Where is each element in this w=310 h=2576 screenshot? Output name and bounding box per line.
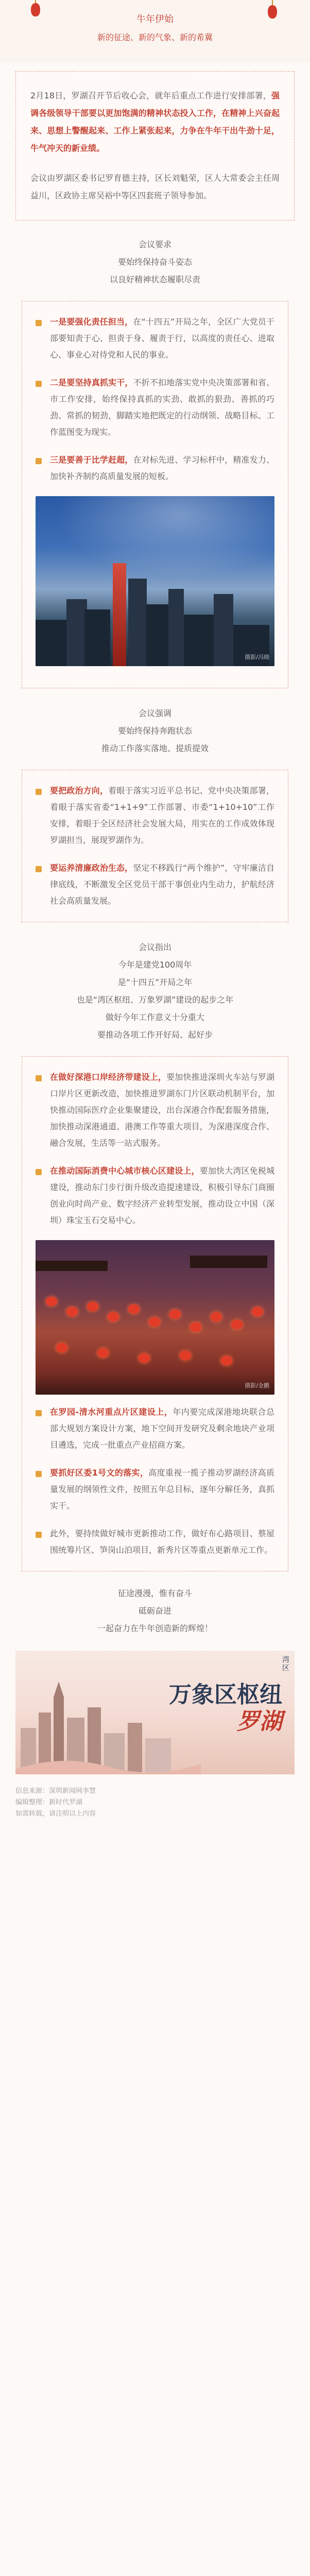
section2-card (22, 770, 288, 922)
section1-item-text (50, 314, 274, 363)
banner-title (169, 1682, 282, 1735)
header-subtitle: 新的征途、新的气象、新的希冀 (97, 32, 213, 42)
lantern-icon (66, 1307, 78, 1316)
sky-glow (36, 496, 274, 590)
lantern-icon (180, 1351, 191, 1360)
building (184, 615, 215, 666)
section3-heading-line5: 做好今年工作意义十分重大 (105, 1012, 204, 1022)
bullet-icon (36, 1471, 42, 1477)
roof (36, 1261, 108, 1271)
intro-paragraph-1 (30, 87, 280, 157)
section3-item-text (50, 1465, 274, 1514)
section1-heading-line3: 以良好精神状态履职尽责 (109, 275, 200, 284)
lantern-icon (56, 1343, 67, 1352)
bullet-icon (36, 1410, 42, 1416)
section3-item-text (50, 1163, 274, 1229)
section3-heading-line2: 今年是建党100周年 (118, 960, 192, 970)
section2-heading-line1: 会议强调 (138, 708, 171, 718)
header-title: 牛年伊始 (136, 14, 174, 25)
section3-item-text (50, 1526, 274, 1558)
section3-item (36, 1465, 274, 1514)
intro-box (15, 71, 295, 221)
tower (113, 563, 126, 666)
section2-heading-line3: 推动工作落实落地、提质提效 (101, 743, 209, 753)
bullet-icon (36, 320, 42, 326)
lantern-icon (97, 1348, 109, 1358)
banner-title-line2: 罗湖 (237, 1708, 282, 1735)
section1-heading (0, 236, 310, 289)
banner-title-line1 (169, 1682, 282, 1708)
section1-card (22, 301, 288, 688)
item-body: 着眼于落实习近平总书记、党中央决策部署，着眼于落实省委“1+1+9”工作部署、市委“1+10+10”工作安排，着眼于全区经济社会发展大局，用实在的工作成效体现罗湖担当，展现罗湖作为。 (50, 786, 274, 845)
bullet-icon (36, 381, 42, 387)
section3-card (22, 1056, 288, 1571)
item-emphasis: 在推动国际消费中心城市核心区建设上， (50, 1166, 200, 1176)
section3-item (36, 1069, 274, 1151)
credit-reprint: 如需转载，请注明以上内容 (15, 1810, 96, 1818)
lantern-icon (149, 1317, 160, 1327)
banner-title-a: 万象 (169, 1682, 214, 1708)
closing-line2: 砥砺奋进 (138, 1606, 171, 1616)
section3-item-text (50, 1069, 274, 1151)
section2-item-text (50, 860, 274, 909)
photo-credit: 摄影/金鹏 (245, 1382, 269, 1389)
intro-highlight: 强调各级领导干部要以更加饱满的精神状态投入工作，在精神上兴奋起来、思想上警醒起来、工作上紧张起来，力争在牛年干出牛劲十足，牛气冲天的新业绩。 (30, 91, 280, 153)
lantern-icon (211, 1312, 222, 1321)
item-body: 高度重视一揽子推动罗湖经济高质量发展的纲领性文件，按照五年总目标，逐年分解任务，真抓实干。 (50, 1468, 274, 1511)
building (84, 609, 110, 666)
section2-item (36, 783, 274, 849)
item-body: 在“十四五”开局之年，全区广大党员干部要知责于心、担责于身、履责于行，以高度的责任心、进取心、事业心对待党和人民的事业。 (50, 317, 274, 360)
city-skyline-photo (36, 496, 274, 666)
item-emphasis: 要把政治方向， (50, 786, 109, 795)
bullet-icon (36, 458, 42, 464)
section2-heading (0, 705, 310, 757)
lantern-icon (221, 1356, 232, 1365)
item-body: 要加快推进深圳火车站与罗湖口岸片区更新改造，加快推进罗湖东门片区联动机制平台，加快推动国际医疗企业集聚建设，出台深港合作配套服务措施，加快推动深港通道、港澳工作等重大项目，为深港深度合作、融合发展，生活等一站式服务。 (50, 1072, 274, 1148)
section3-heading-line4: 也是“湾区枢纽、万象罗湖”建设的起步之年 (76, 995, 234, 1005)
roof (190, 1256, 267, 1268)
item-body: 坚定不移践行“两个维护”，守牢廉洁自律底线，不断激发全区党员干部干事创业内生动力，护航经济社会高质量发展。 (50, 863, 274, 906)
item-body: 不折不扣地落实党中央决策部署和省、市工作安排，始终保持真抓的实劲、敢抓的狠劲、善抓的巧劲、常抓的韧劲，脚踏实地把既定的行动纲领、战略目标、工作蓝图变为现实。 (50, 378, 274, 437)
banner-vertical-text: 湾区 (282, 1656, 289, 1672)
closing-text (0, 1585, 310, 1637)
credit-editor: 编辑整理：新时代罗湖 (15, 1799, 83, 1806)
section2-item-text (50, 783, 274, 849)
closing-line3: 一起奋力在牛年创造新的辉煌！ (97, 1623, 213, 1633)
section1-item-text (50, 452, 274, 485)
section3-item (36, 1526, 274, 1558)
bullet-icon (36, 1075, 42, 1081)
bullet-icon (36, 866, 42, 872)
lantern-icon (139, 1353, 150, 1363)
section2-heading-line2: 要始终保持奔跑状态 (117, 726, 192, 736)
section1-item (36, 314, 274, 363)
credits (15, 1786, 295, 1820)
intro-text: 2月18日，罗湖召开节后收心会，就年后重点工作进行安排部署， (30, 91, 271, 100)
bullet-icon (36, 789, 42, 795)
item-emphasis: 在罗园-清水河重点片区建设上， (50, 1407, 173, 1417)
closing-line1: 征途漫漫，惟有奋斗 (117, 1588, 192, 1598)
section3-item-text (50, 1404, 274, 1453)
header-banner (0, 0, 310, 62)
bottom-banner (15, 1651, 295, 1774)
item-emphasis: 一是要强化责任担当， (50, 317, 133, 327)
bullet-icon (36, 1169, 42, 1175)
building (146, 604, 169, 666)
section3-item (36, 1163, 274, 1229)
building (214, 594, 233, 666)
photo-credit: 摄影/冯晓 (245, 653, 269, 660)
section1-item (36, 452, 274, 485)
section3-heading (0, 939, 310, 1044)
bullet-icon (36, 1532, 42, 1538)
festival-street-photo (36, 1240, 274, 1395)
section1-item-text (50, 375, 274, 440)
item-emphasis: 二是要坚持真抓实干， (50, 378, 133, 387)
item-body: 在对标先进、学习标杆中，精准发力、加快补齐制约高质量发展的短板。 (50, 455, 274, 481)
lantern-icon (169, 1310, 181, 1319)
section3-heading-line1: 会议指出 (138, 942, 171, 952)
section1-heading-line1: 会议要求 (138, 240, 171, 249)
lantern-icon (252, 1307, 263, 1316)
section1-heading-line2: 要始终保持奋斗姿态 (117, 257, 192, 267)
banner-title-b: 区枢纽 (214, 1682, 282, 1708)
section1-item (36, 375, 274, 440)
section2-item (36, 860, 274, 909)
item-body: 要加快大湾区免税城建设，推动东门步行街升级改造提速建设，积极引导东门商圈创业向时尚产业、数字经济产业转型发展，推动设立中国（深圳）珠宝玉石交易中心。 (50, 1166, 274, 1225)
credit-source: 信息来源：深圳新闻网李慧 (15, 1787, 96, 1795)
lantern-icon (87, 1302, 98, 1311)
item-emphasis: 要运养清廉政治生态， (50, 863, 133, 873)
item-emphasis: 在做好深港口岸经济带建设上， (50, 1072, 167, 1082)
item-body: 年内要完成深港地块联合总部大规划方案设计方案，地下空间开发研究及剩余地块产业项目遴选，完成一批重点产业招商方案。 (50, 1407, 274, 1450)
item-body: 此外，要持续做好城市更新推动工作，做好布心路项目、蔡屋围统筹片区、笋岗山泊项目，新秀片区等重点更新单元工作。 (50, 1529, 274, 1555)
building (128, 579, 147, 666)
item-emphasis: 三是要善于比学赶超， (50, 455, 133, 465)
section3-heading-line6: 要推动各项工作开好局、起好步 (97, 1030, 213, 1040)
lantern-icon (128, 1304, 140, 1314)
building (66, 599, 87, 666)
lantern-icon (46, 1297, 57, 1306)
building (168, 589, 184, 666)
section3-item (36, 1404, 274, 1453)
item-emphasis: 要抓好区委1号文的落实， (50, 1468, 149, 1478)
lantern-icon (231, 1320, 243, 1329)
intro-paragraph-2: 会议由罗湖区委书记罗育德主持，区长刘魁荣，区人大常委会主任周益川，区政协主席吴裕中等区四套班子领导参加。 (30, 173, 280, 200)
lantern-icon (108, 1312, 119, 1321)
section3-heading-line3: 是“十四五”开局之年 (117, 977, 193, 987)
lantern-icon (190, 1323, 201, 1332)
